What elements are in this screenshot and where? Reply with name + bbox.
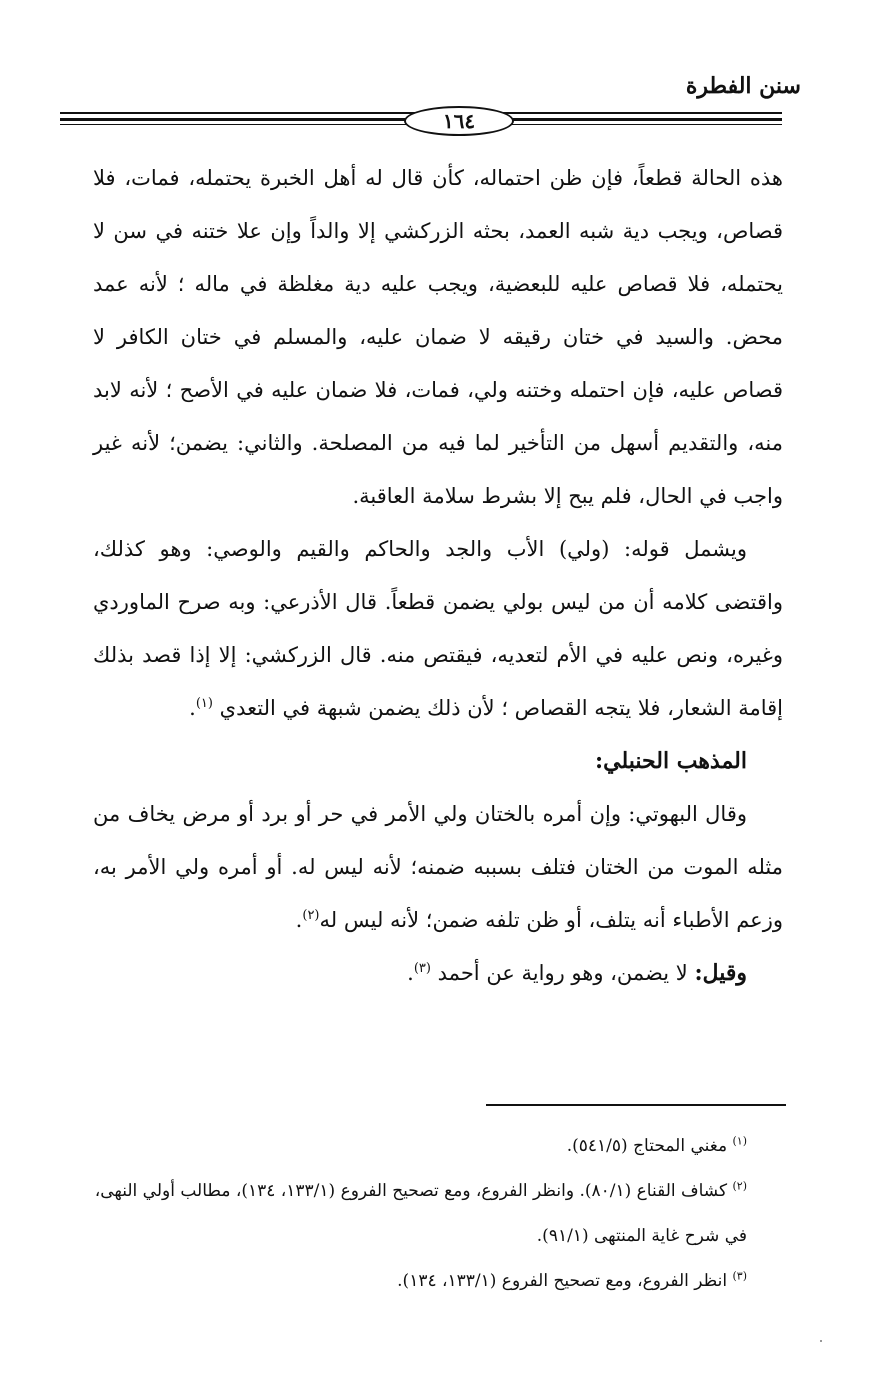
footnote-2-text: كشاف القناع (٨٠/١). وانظر الفروع، ومع تصحيح الفروع (١٣٣/١، ١٣٤)، مطالب أولي النهى، في شرح غاية المنتهى (٩١/١).: [94, 1181, 747, 1246]
scan-speck: [820, 1340, 822, 1342]
paragraph-2-end: .: [189, 696, 196, 720]
footnote-1-text: مغني المحتاج (٥٤١/٥).: [566, 1136, 728, 1156]
footnote-ref-1[interactable]: (١): [195, 696, 213, 711]
main-text: [93, 152, 783, 1000]
footnote-separator: [486, 1104, 786, 1106]
paragraph-3-end: .: [295, 908, 303, 932]
footnote-ref-2[interactable]: (٢): [302, 908, 320, 923]
footnote-3: [93, 1259, 783, 1304]
running-title: سنن الفطرة: [685, 73, 801, 99]
footnote-ref-3[interactable]: (٣): [413, 961, 431, 976]
paragraph-4-lead: وقيل:: [694, 960, 747, 986]
footnote-2-mark: (٢): [732, 1179, 747, 1193]
paragraph-4-text: لا يضمن، وهو رواية عن أحمد: [430, 961, 695, 985]
paragraph-4-end: .: [407, 961, 414, 985]
footnote-3-mark: (٣): [732, 1269, 747, 1283]
section-heading-hanbali: المذهب الحنبلي:: [595, 748, 747, 774]
paragraph-1: هذه الحالة قطعاً، فإن ظن احتماله، كأن قال له أهل الخبرة يحتمله، فمات، فلا قصاص، ويجب دية شبه العمد، بحثه الزركشي إلا والداً وإن علا ختنه في سن لا يحتمله، فلا قصاص عليه للبعضية، ويجب عليه دية مغلظة في ماله ؛ لأنه عمد محض. والسيد في ختان رقيقه لا ضمان عليه، والمسلم في ختان الكافر لا قصاص عليه، فإن احتمله وختنه ولي، فمات، فلا ضمان عليه في الأصح ؛ لأنه لابد منه، والتقديم أسهل من التأخير لما فيه من المصلحة. والثاني: يضمن؛ لأنه غير واجب في الحال، فلم يبح إلا بشرط سلامة العاقبة.: [93, 166, 783, 508]
footnotes: [93, 1124, 783, 1304]
paragraph-2-text: ويشمل قوله: (ولي) الأب والجد والحاكم والقيم والوصي: وهو كذلك، واقتضى كلامه أن من ليس بولي يضمن قطعاً. قال الأذرعي: وبه صرح الماوردي وغيره، ونص عليه في الأم لتعديه، فيقتص منه. قال الزركشي: إلا إذا قصد بذلك إقامة الشعار، فلا يتجه القصاص ؛ لأن ذلك يضمن شبهة في التعدي: [93, 537, 783, 720]
page-number: ١٦٤: [404, 106, 514, 136]
footnote-1: [93, 1124, 783, 1169]
footnote-3-text: انظر الفروع، ومع تصحيح الفروع (١٣٣/١، ١٣٤).: [397, 1271, 728, 1291]
paragraph-4: [93, 947, 783, 1000]
paragraph-3: [93, 788, 783, 947]
footnote-2: [93, 1169, 783, 1259]
paragraph-2: [93, 523, 783, 735]
paragraph-3-text: وقال البهوتي: وإن أمره بالختان ولي الأمر في حر أو برد أو مرض يخاف من مثله الموت من الختان فتلف بسببه ضمنه؛ لأنه ليس له. أو أمره ولي الأمر به، وزعم الأطباء أنه يتلف، أو ظن تلفه ضمن؛ لأنه ليس له: [93, 802, 783, 932]
footnote-1-mark: (١): [732, 1134, 747, 1148]
